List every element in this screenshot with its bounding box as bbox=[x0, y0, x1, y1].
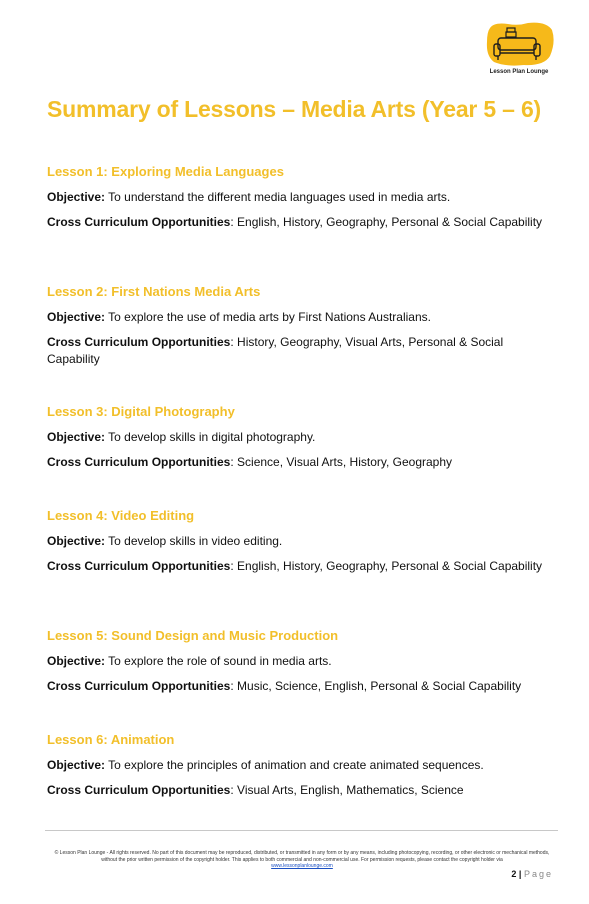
lesson-title: Lesson 6: Animation bbox=[47, 732, 175, 747]
cross-curriculum-label: Cross Curriculum Opportunities bbox=[47, 215, 231, 229]
lesson-objective bbox=[47, 533, 552, 550]
page-title: Summary of Lessons – Media Arts (Year 5 – 6) bbox=[47, 96, 541, 122]
lesson-cross-curriculum bbox=[47, 558, 552, 575]
footer-divider bbox=[45, 830, 558, 831]
lesson-objective bbox=[47, 653, 552, 670]
lesson-cross-curriculum bbox=[47, 334, 552, 368]
objective-label: Objective: bbox=[47, 310, 106, 324]
lesson-title: Lesson 4: Video Editing bbox=[47, 508, 195, 523]
objective-text: To explore the role of sound in media arts. bbox=[108, 654, 332, 668]
page-word: Page bbox=[523, 869, 553, 879]
lesson-plan-lounge-logo bbox=[484, 22, 556, 80]
cross-curriculum-text: : History, Geography, Visual Arts, Personal & Social Capability bbox=[47, 335, 504, 366]
couch-logo-icon bbox=[484, 22, 556, 68]
lesson-title: Lesson 2: First Nations Media Arts bbox=[47, 284, 261, 299]
objective-label: Objective: bbox=[47, 430, 106, 444]
objective-label: Objective: bbox=[47, 654, 106, 668]
lesson-item bbox=[47, 507, 552, 575]
lesson-objective bbox=[47, 309, 552, 326]
cross-curriculum-label: Cross Curriculum Opportunities bbox=[47, 679, 231, 693]
lesson-title: Lesson 5: Sound Design and Music Production bbox=[47, 628, 339, 643]
page-number bbox=[511, 869, 553, 879]
objective-text: To explore the use of media arts by First Nations Australians. bbox=[108, 310, 431, 324]
lesson-objective bbox=[47, 757, 552, 774]
lesson-item bbox=[47, 731, 552, 799]
logo-wordmark: Lesson Plan Lounge bbox=[489, 69, 549, 75]
lesson-title: Lesson 1: Exploring Media Languages bbox=[47, 164, 284, 179]
lesson-item bbox=[47, 403, 552, 471]
lesson-cross-curriculum bbox=[47, 782, 552, 799]
cross-curriculum-label: Cross Curriculum Opportunities bbox=[47, 455, 231, 469]
lesson-objective bbox=[47, 429, 552, 446]
objective-text: To develop skills in video editing. bbox=[108, 534, 283, 548]
website-link[interactable]: www.lessonplanlounge.com bbox=[271, 863, 333, 869]
objective-label: Objective: bbox=[47, 534, 106, 548]
lesson-item bbox=[47, 627, 552, 695]
cross-curriculum-text: : Visual Arts, English, Mathematics, Science bbox=[230, 783, 464, 797]
cross-curriculum-text: : English, History, Geography, Personal & Social Capability bbox=[230, 215, 543, 229]
lesson-objective bbox=[47, 189, 552, 206]
lesson-item bbox=[47, 283, 552, 368]
lesson-cross-curriculum bbox=[47, 454, 552, 471]
page-number-value: 2 bbox=[511, 869, 517, 879]
lesson-title: Lesson 3: Digital Photography bbox=[47, 404, 235, 419]
lesson-cross-curriculum bbox=[47, 214, 552, 231]
footer-copyright bbox=[48, 850, 556, 870]
cross-curriculum-text: : Music, Science, English, Personal & Social Capability bbox=[230, 679, 522, 693]
objective-label: Objective: bbox=[47, 190, 106, 204]
cross-curriculum-text: : Science, Visual Arts, History, Geography bbox=[230, 455, 453, 469]
objective-text: To develop skills in digital photography. bbox=[108, 430, 316, 444]
cross-curriculum-label: Cross Curriculum Opportunities bbox=[47, 559, 231, 573]
copyright-text: © Lesson Plan Lounge - All rights reserved. No part of this document may be reproduced, distributed, or transmitted in any form or by any means, including photocopying, recording, or other electronic or mechanical methods, without the prior written permission of the copyright holder. This applies to both commercial and non-commercial use. For permission requests, please contact the copyright holder via bbox=[54, 850, 550, 863]
lesson-item bbox=[47, 163, 552, 231]
cross-curriculum-label: Cross Curriculum Opportunities bbox=[47, 783, 231, 797]
cross-curriculum-text: : English, History, Geography, Personal & Social Capability bbox=[230, 559, 543, 573]
objective-text: To explore the principles of animation and create animated sequences. bbox=[108, 758, 484, 772]
objective-text: To understand the different media languages used in media arts. bbox=[108, 190, 451, 204]
cross-curriculum-label: Cross Curriculum Opportunities bbox=[47, 335, 231, 349]
page-separator: | bbox=[518, 869, 522, 879]
objective-label: Objective: bbox=[47, 758, 106, 772]
lesson-cross-curriculum bbox=[47, 678, 552, 695]
